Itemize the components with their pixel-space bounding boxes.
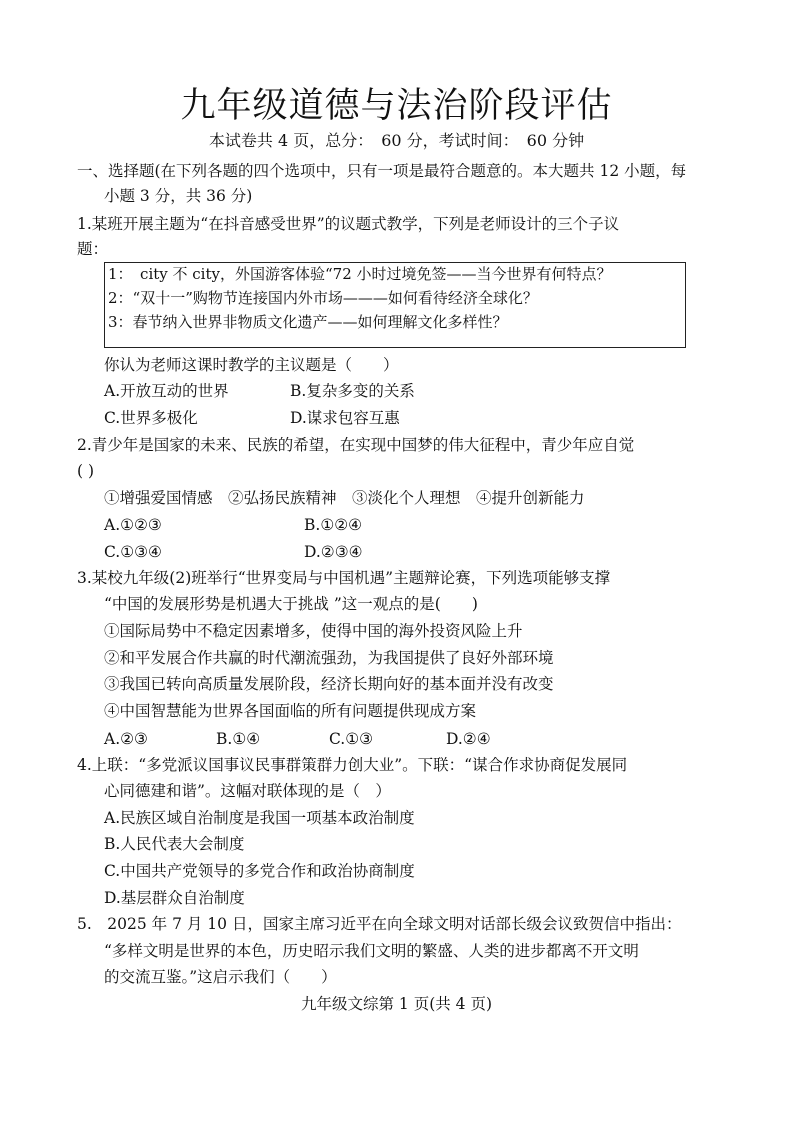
question-3-statement-2: ②和平发展合作共赢的时代潮流强劲，为我国提供了良好外部环境	[104, 649, 554, 667]
section-heading: 一、选择题(在下列各题的四个选项中，只有一项是最符合题意的。本大题共 12 小题，每	[77, 162, 687, 180]
question-3-option-c: C.①③	[329, 730, 374, 748]
question-3-statement-1: ①国际局势中不稳定因素增多，使得中国的海外投资风险上升	[104, 622, 523, 640]
question-5-stem: 5. 2025 年 7 月 10 日，国家主席习近平在向全球文明对话部长级会议致贺信中指出：	[77, 915, 682, 933]
section-heading-cont: 小题 3 分，共 36 分)	[104, 187, 253, 205]
question-1-stem-cont: 题：	[77, 240, 109, 258]
question-1-option-d: D.谋求包容互惠	[290, 409, 400, 427]
question-4-stem: 4.上联：“多党派议国事议民事群策群力创大业”。下联：“谋合作求协商促发展同	[77, 756, 628, 774]
question-5-stem-cont: “多样文明是世界的本色，历史昭示我们文明的繁盛、人类的进步都离不开文明	[104, 942, 639, 960]
question-2-stem-cont: ( )	[77, 462, 95, 480]
subtopic-1: 1： city 不 city，外国游客体验“72 小时过境免签——当今世界有何特点？	[108, 265, 612, 283]
question-3-option-a: A.②③	[104, 730, 148, 748]
exam-info: 本试卷共 4 页，总分： 60 分，考试时间： 60 分钟	[208, 131, 585, 150]
question-2-option-d: D.②③④	[304, 543, 363, 561]
question-2-option-b: B.①②④	[304, 516, 363, 534]
question-3-option-d: D.②④	[446, 730, 491, 748]
question-5-stem-cont-2: 的交流互鉴。”这启示我们（ ）	[104, 968, 337, 986]
question-4-option-d: D.基层群众自治制度	[104, 889, 245, 907]
subtopic-3: 3：春节纳入世界非物质文化遗产——如何理解文化多样性？	[108, 313, 508, 331]
question-2-option-c: C.①③④	[104, 543, 162, 561]
question-3-statement-3: ③我国已转向高质量发展阶段，经济长期向好的基本面并没有改变	[104, 675, 554, 693]
question-1-prompt: 你认为老师这课时教学的主议题是（ ）	[104, 356, 399, 374]
question-1-stem: 1.某班开展主题为“在抖音感受世界”的议题式教学，下列是老师设计的三个子议	[77, 215, 620, 233]
question-3-stem-cont: “中国的发展形势是机遇大于挑战 ”这一观点的是( )	[104, 595, 478, 613]
question-1-option-b: B.复杂多变的关系	[290, 382, 415, 400]
question-4-stem-cont: 心同德建和谐”。这幅对联体现的是（ ）	[104, 782, 391, 800]
question-1-option-a: A.开放互动的世界	[104, 382, 229, 400]
subtopic-2: 2：“双十一”购物节连接国内外市场———如何看待经济全球化？	[108, 289, 538, 307]
question-1-subtopics-box	[104, 262, 686, 348]
question-1-option-c: C.世界多极化	[104, 409, 198, 427]
question-4-option-a: A.民族区域自治制度是我国一项基本政治制度	[104, 809, 415, 827]
page-footer: 九年级文综第 1 页(共 4 页)	[300, 995, 493, 1013]
question-3-stem: 3.某校九年级(2)班举行“世界变局与中国机遇”主题辩论赛，下列选项能够支撑	[77, 569, 611, 587]
question-2-statements: ①增强爱国情感 ②弘扬民族精神 ③淡化个人理想 ④提升创新能力	[104, 489, 585, 507]
question-2-stem: 2.青少年是国家的未来、民族的希望，在实现中国梦的伟大征程中，青少年应自觉	[77, 436, 635, 454]
question-4-option-b: B.人民代表大会制度	[104, 835, 245, 853]
question-4-option-c: C.中国共产党领导的多党合作和政治协商制度	[104, 862, 415, 880]
page-title: 九年级道德与法治阶段评估	[180, 86, 613, 126]
question-3-statement-4: ④中国智慧能为世界各国面临的所有问题提供现成方案	[104, 702, 477, 720]
question-3-option-b: B.①④	[216, 730, 261, 748]
question-2-option-a: A.①②③	[104, 516, 162, 534]
